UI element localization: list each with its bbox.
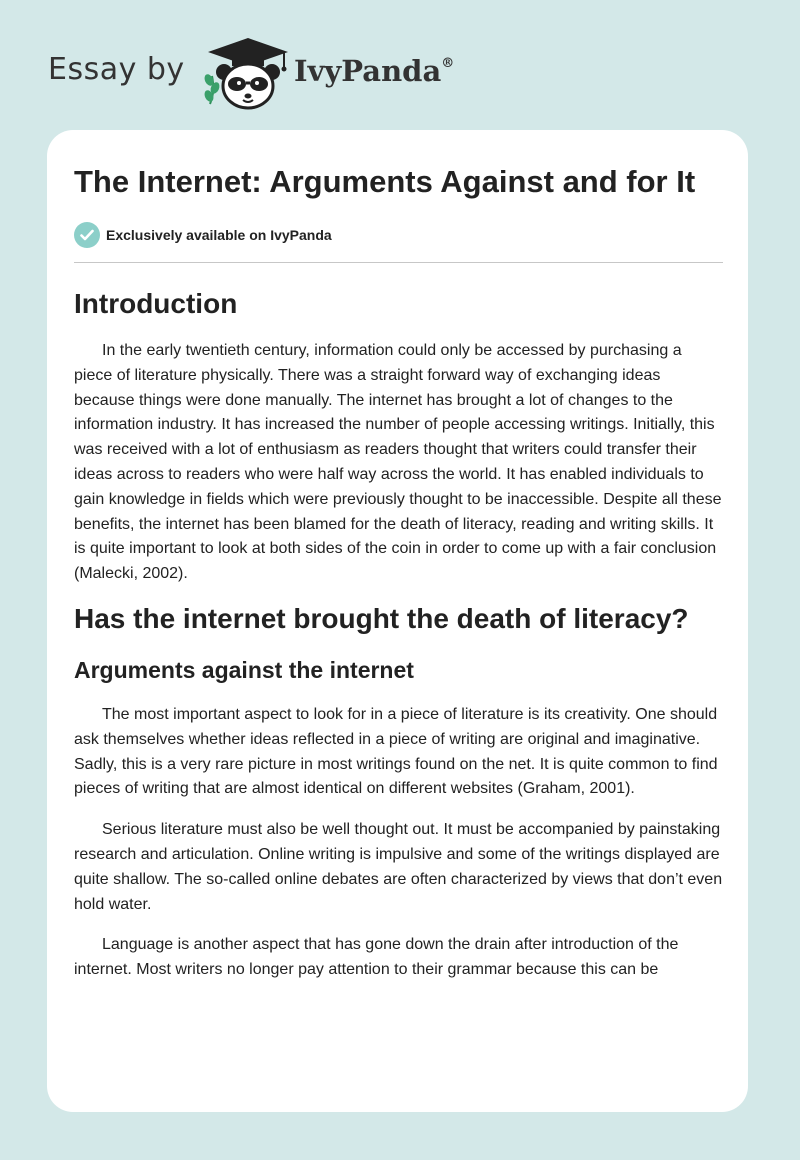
paragraph: Serious literature must also be well thought out. It must be accompanied by painstaking research and articulation. Online writing is impulsive and some of the writings displayed are quite shallow. The so-called online debates are often characterized by views that don’t even hold water. <box>74 821 723 913</box>
registered-mark: ® <box>441 56 455 71</box>
essay-title: The Internet: Arguments Against and for It <box>74 164 696 199</box>
brand-label: IvyPanda <box>294 54 442 88</box>
essay-content <box>74 160 724 983</box>
exclusive-badge-label: Exclusively available on IvyPanda <box>106 227 332 243</box>
title-divider <box>74 262 723 263</box>
section-heading-introduction: Introduction <box>74 288 238 319</box>
paragraph: In the early twentieth century, information could only be accessed by purchasing a piece of literature physically. There was a straight forward way of exchanging ideas because things were done manually. The internet has brought a lot of changes to the information industry. It has increased the number of people accessing writings. Initially, this was received with a lot of enthusiasm as readers thought that writers could transfer their ideas across to readers who were half way across the world. It has enabled individuals to gain knowledge in fields which were previously thought to be inaccessible. Despite all these benefits, the internet has been blamed for the death of literacy, reading and writing skills. It is quite important to look at both sides of the coin in order to come up with a fair conclusion (Malecki, 2002). <box>74 342 722 583</box>
essay-by-label: Essay by <box>48 52 185 87</box>
essay-card <box>47 130 748 1112</box>
brand-name[interactable] <box>294 54 454 88</box>
paragraph: The most important aspect to look for in a piece of literature is its creativity. One should ask themselves whether ideas reflected in a piece of writing are original and imaginative. Sadly, this is a very rare picture in most writings found on the net. It is quite common to find pieces of writing that are almost identical on different websites (Graham, 2001). <box>74 705 718 798</box>
check-circle-icon <box>74 222 100 248</box>
paragraph: Language is another aspect that has gone down the drain after introduction of the internet. Most writers no longer pay attention to their grammar because this can be <box>74 936 679 979</box>
subheading-arguments-against: Arguments against the internet <box>74 656 414 683</box>
panda-logo-icon[interactable] <box>204 36 292 112</box>
exclusive-badge <box>74 221 724 249</box>
section-heading-death-of-literacy: Has the internet brought the death of literacy? <box>74 602 689 634</box>
site-header <box>48 30 548 110</box>
